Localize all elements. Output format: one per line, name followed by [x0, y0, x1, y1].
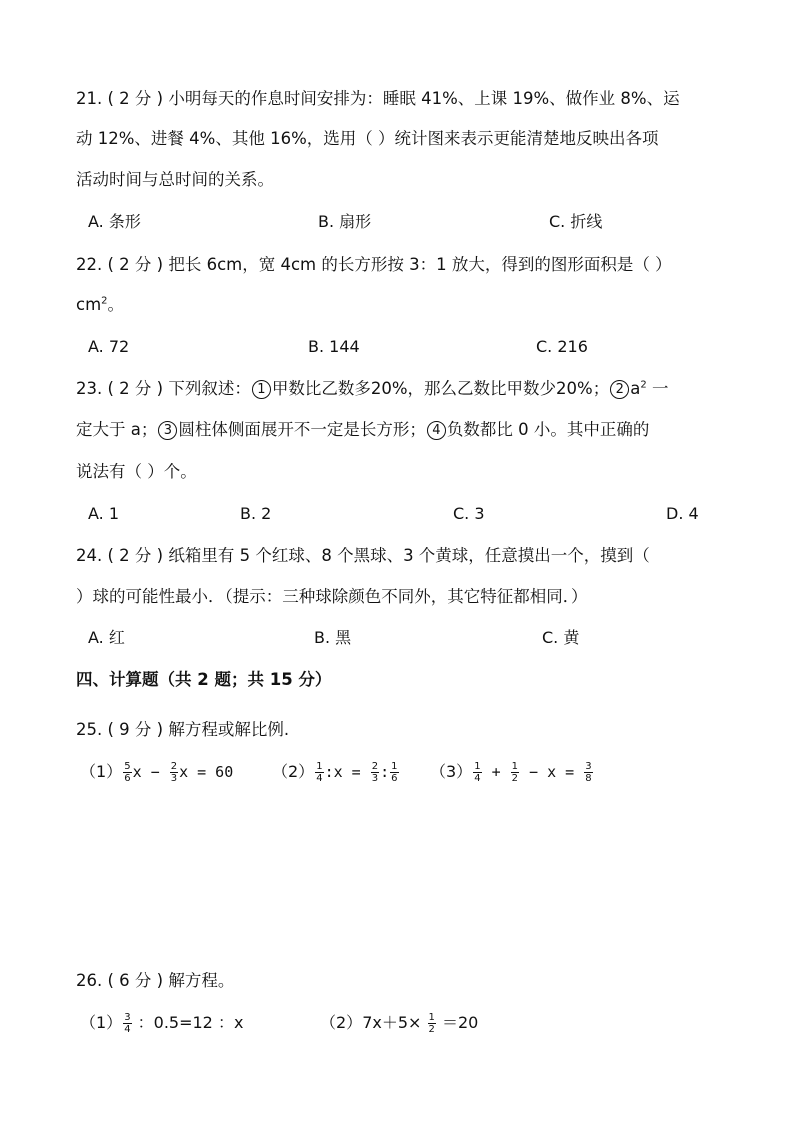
- circled-number-1: 1: [252, 380, 271, 399]
- q23-line-2: [76, 419, 649, 441]
- q24-option-c: C. 黄: [542, 628, 580, 647]
- q25-equation-2: （2） $\frac{1}{4}$ :x = $\frac{2}{3}$ : $\frac{1}{6}$: [272, 761, 398, 784]
- q23-option-c: C. 3: [453, 504, 485, 523]
- q22-option-a: A. 72: [88, 337, 130, 356]
- q23-statement-1: 甲数比乙数多20%，那么乙数比甲数少20%；: [271, 379, 610, 398]
- q26-eq1-label: （1）: [80, 1013, 123, 1032]
- fraction: $\frac{3}{8}$: [585, 761, 592, 784]
- q21-option-a: A. 条形: [88, 212, 141, 231]
- q25-eq3-label: （3）: [430, 762, 473, 781]
- q23-exponent: 2: [640, 379, 647, 391]
- q25-line-1: 25. ( 9 分 ) 解方程或解比例.: [76, 720, 290, 739]
- fraction: $\frac{2}{3}$: [371, 761, 379, 784]
- circled-number-3: 3: [158, 421, 177, 440]
- q23-line-3: 说法有（ ）个。: [76, 462, 197, 481]
- q22-line-1: 22. ( 2 分 ) 把长 6cm，宽 4cm 的长方形按 3：1 放大，得到的图形面积是（ ）: [76, 255, 672, 274]
- q26-equation-1: （1） $\frac{3}{4}$ ：0.5=12 ：x: [80, 1012, 244, 1035]
- q23-statement-4: 负数都比 0 小。其中正确的: [446, 420, 650, 439]
- q21-option-c: C. 折线: [549, 212, 603, 231]
- q24-option-a: A. 红: [88, 628, 125, 647]
- section-heading: 四、计算题（共 2 题；共 15 分）: [76, 670, 332, 689]
- q23-var-a: a: [630, 379, 641, 398]
- fraction: $\frac{1}{6}$: [391, 761, 398, 784]
- q23-line-1: [76, 378, 668, 400]
- q22-unit-end: 。: [107, 295, 125, 314]
- q23-statement-2-end: 定大于 a；: [76, 420, 158, 439]
- q22-unit: cm: [76, 295, 102, 314]
- q22-option-b: B. 144: [308, 337, 360, 356]
- q25-equation-3: （3） $\frac{1}{4}$ + $\frac{1}{2}$ − x = $\frac{3}{8}$: [430, 761, 592, 784]
- q23-option-b: B. 2: [240, 504, 272, 523]
- fraction: $\frac{5}{6}$: [124, 761, 131, 784]
- q21-line-1: 21. ( 2 分 ) 小明每天的作息时间安排为：睡眠 41%、上课 19%、做作业 8%、运: [76, 89, 680, 108]
- q21-line-2: 动 12%、进餐 4%、其他 16%，选用（ ）统计图来表示更能清楚地反映出各项: [76, 129, 659, 148]
- q26-line-1: 26. ( 6 分 ) 解方程。: [76, 971, 235, 990]
- q22-option-c: C. 216: [536, 337, 588, 356]
- q23-lead: 23. ( 2 分 ) 下列叙述：: [76, 379, 251, 398]
- q23-statement-3: 圆柱体侧面展开不一定是长方形；: [178, 420, 426, 439]
- fraction: $\frac{1}{2}$: [428, 1012, 435, 1035]
- q24-line-2: ）球的可能性最小．（提示：三种球除颜色不同外，其它特征都相同．）: [76, 587, 588, 606]
- q26-eq2-label: （2）: [320, 1013, 363, 1032]
- fraction: $\frac{1}{2}$: [511, 761, 519, 784]
- q23-option-a: A. 1: [88, 504, 120, 523]
- q22-line-2: [76, 294, 124, 316]
- q22-unit-exponent: 2: [101, 295, 108, 307]
- circled-number-4: 4: [427, 421, 446, 440]
- q23-option-d: D. 4: [666, 504, 699, 523]
- q21-option-b: B. 扇形: [318, 212, 372, 231]
- q26-equation-2: （2）7x＋5× $\frac{1}{2}$ ＝20: [320, 1012, 479, 1035]
- q24-option-b: B. 黑: [314, 628, 352, 647]
- q25-eq1-label: （1）: [80, 762, 123, 781]
- fraction: $\frac{1}{4}$: [474, 761, 481, 784]
- fraction: $\frac{3}{4}$: [124, 1012, 131, 1035]
- q25-eq2-label: （2）: [272, 762, 315, 781]
- q23-line1-end: 一: [646, 379, 669, 398]
- q24-line-1: 24. ( 2 分 ) 纸箱里有 5 个红球、8 个黑球、3 个黄球，任意摸出一个，摸到（: [76, 546, 650, 565]
- circled-number-2: 2: [610, 380, 629, 399]
- q25-equation-1: （1） $\frac{5}{6}$ x − $\frac{2}{3}$ x = 60: [80, 761, 234, 784]
- fraction: $\frac{2}{3}$: [170, 761, 178, 784]
- q21-line-3: 活动时间与总时间的关系。: [76, 170, 274, 189]
- fraction: $\frac{1}{4}$: [316, 761, 323, 784]
